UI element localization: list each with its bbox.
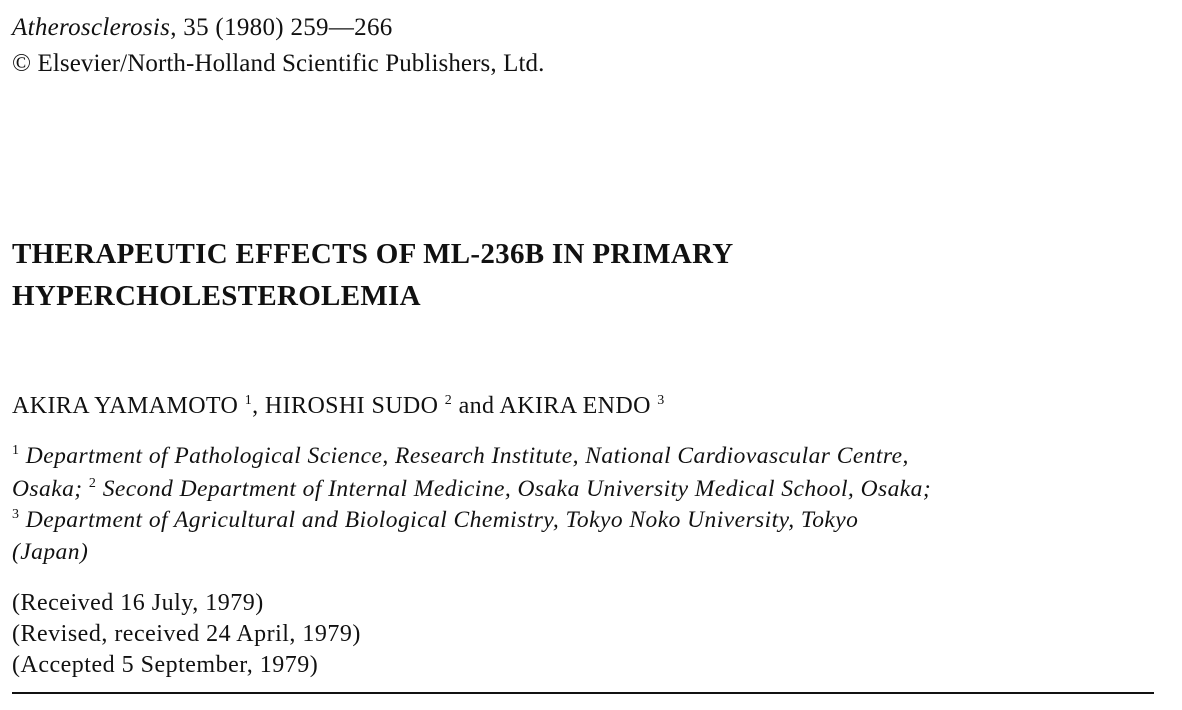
- copyright-line: © Elsevier/North-Holland Scientific Publishers, Ltd.: [12, 50, 545, 77]
- accepted-date: (Accepted 5 September, 1979): [12, 652, 319, 678]
- affiliation-text: Osaka;: [12, 476, 83, 502]
- affiliation-marker: 1: [12, 443, 20, 458]
- affiliation-line: [12, 476, 931, 503]
- affiliation-text: Department of Pathological Science, Research Institute, National Cardiovascular Centre,: [25, 443, 909, 469]
- affiliation-line: [12, 507, 858, 534]
- author-name: AKIRA YAMAMOTO: [12, 393, 239, 419]
- author-name: , HIROSHI SUDO: [252, 393, 439, 419]
- journal-volume-pages: , 35 (1980) 259—266: [170, 14, 393, 41]
- author-name: and AKIRA ENDO: [458, 393, 651, 419]
- revised-date: (Revised, received 24 April, 1979): [12, 621, 361, 647]
- affiliation-marker: 1: [244, 393, 253, 408]
- journal-name: Atherosclerosis: [12, 14, 171, 41]
- author-list: [12, 393, 665, 420]
- horizontal-rule: [12, 692, 1154, 694]
- affiliation-text: Department of Agricultural and Biological Chemistry, Tokyo Noko University, Tokyo: [25, 507, 859, 533]
- affiliation-marker: 2: [444, 393, 453, 408]
- article-title-line-2: HYPERCHOLESTEROLEMIA: [12, 280, 421, 312]
- journal-citation: [12, 14, 393, 42]
- affiliation-marker: 2: [88, 476, 97, 491]
- affiliation-line: (Japan): [12, 539, 89, 565]
- affiliation-text: Second Department of Internal Medicine, Osaka University Medical School, Osaka;: [102, 476, 932, 502]
- received-date: (Received 16 July, 1979): [12, 590, 264, 616]
- affiliation-marker: 3: [657, 393, 665, 408]
- article-title-line-1: THERAPEUTIC EFFECTS OF ML-236B IN PRIMARY: [12, 238, 734, 270]
- affiliation-marker: 3: [12, 507, 20, 522]
- affiliation-line: [12, 443, 909, 470]
